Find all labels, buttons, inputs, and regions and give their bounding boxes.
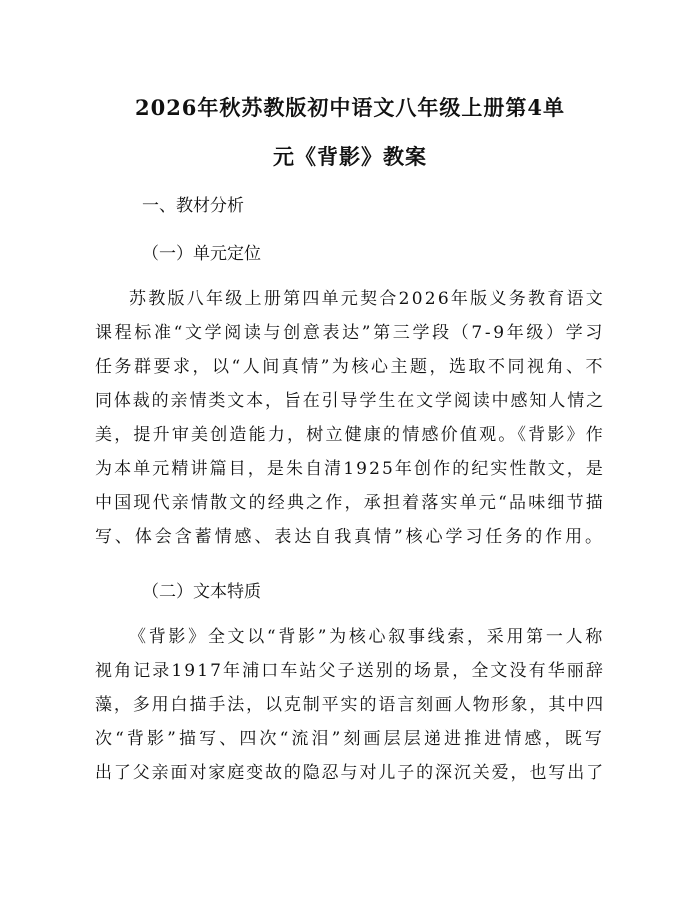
document-title-line-2: 元《背影》教案 — [273, 144, 427, 169]
paragraph-2-line: 视角记录1917年浦口车站父子送别的场景，全文没有华丽辞 — [95, 661, 605, 681]
paragraph-2-line: 藻，多用白描手法，以克制平实的语言刻画人物形象，其中四 — [95, 695, 605, 715]
paragraph-2-line: 《背影》全文以“背影”为核心叙事线索，采用第一人称 — [129, 627, 605, 647]
paragraph-1-line: 同体裁的亲情类文本，旨在引导学生在文学阅读中感知人情之 — [95, 391, 605, 411]
paragraph-1-line: 写、体会含蓄情感、表达自我真情”核心学习任务的作用。 — [95, 527, 605, 547]
subsection-heading-text-characteristics: （二）文本特质 — [142, 582, 261, 602]
paragraph-2-line: 次“背影”描写、四次“流泪”刻画层层递进推进情感，既写 — [95, 729, 605, 749]
paragraph-1-line: 苏教版八年级上册第四单元契合2026年版义务教育语文 — [129, 289, 605, 309]
paragraph-1-line: 中国现代亲情散文的经典之作，承担着落实单元“品味细节描 — [95, 493, 605, 513]
paragraph-2-line: 出了父亲面对家庭变故的隐忍与对儿子的深沉关爱，也写出了 — [95, 763, 605, 783]
paragraph-1-line: 课程标准“文学阅读与创意表达”第三学段（7-9年级）学习 — [95, 323, 605, 343]
paragraph-1-line: 美，提升审美创造能力，树立健康的情感价值观。《背影》作 — [95, 425, 605, 445]
paragraph-1-line: 为本单元精讲篇目，是朱自清1925年创作的纪实性散文，是 — [95, 459, 605, 479]
subsection-heading-unit-positioning: （一）单元定位 — [142, 244, 261, 264]
section-heading-textbook-analysis: 一、教材分析 — [142, 196, 244, 216]
paragraph-1-line: 任务群要求，以“人间真情”为核心主题，选取不同视角、不 — [95, 357, 605, 377]
document-title-line-1: 2026年秋苏教版初中语文八年级上册第4单 — [134, 95, 566, 120]
